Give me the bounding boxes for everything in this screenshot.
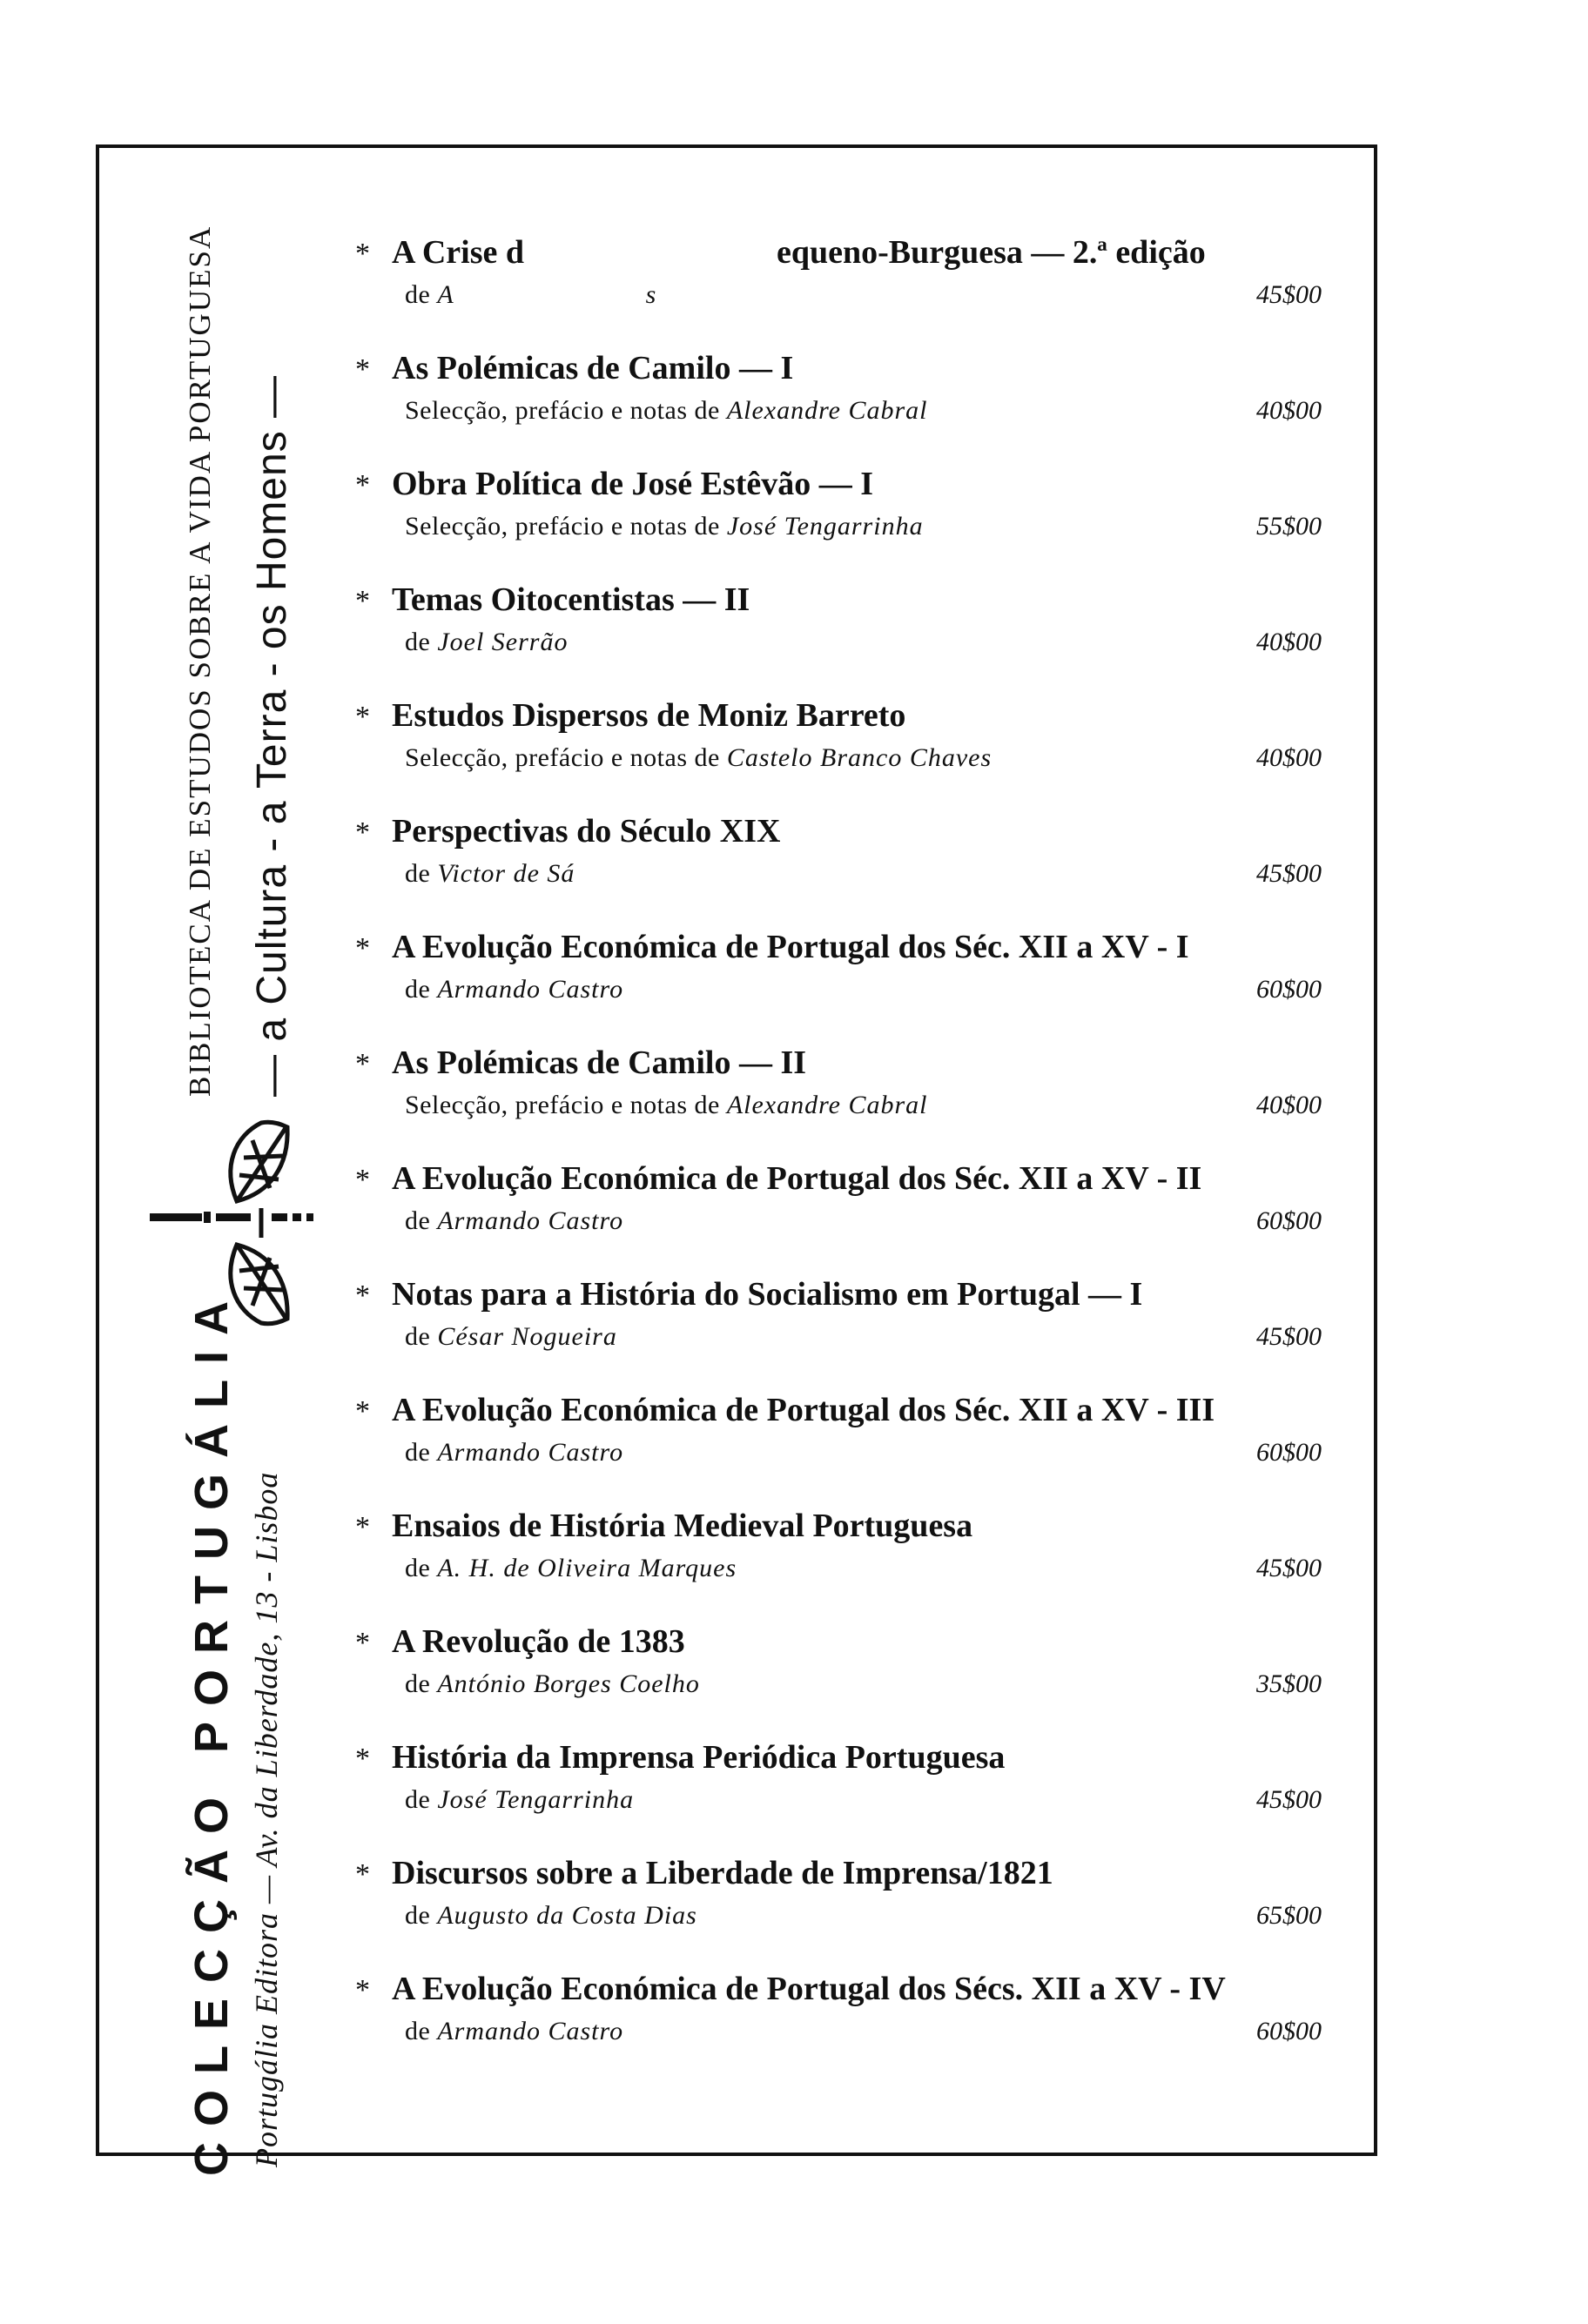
bullet-star: * bbox=[355, 1280, 370, 1312]
book-title: A Evolução Económica de Portugal dos Séc. XII a XV - I bbox=[392, 929, 1189, 965]
bullet-star: * bbox=[355, 1164, 370, 1196]
bullet-star: * bbox=[355, 353, 370, 386]
list-item bbox=[355, 233, 1322, 349]
author-name: Alexandre Cabral bbox=[726, 396, 928, 425]
price: 60$00 bbox=[1256, 1438, 1322, 1467]
list-item bbox=[355, 1044, 1322, 1159]
list-item bbox=[355, 581, 1322, 696]
price: 65$00 bbox=[1256, 1901, 1322, 1930]
book-title: Temas Oitocentistas — II bbox=[392, 581, 750, 618]
bullet-star: * bbox=[355, 701, 370, 733]
author-name: José Tengarrinha bbox=[726, 512, 924, 541]
book-title: Ensaios de História Medieval Portuguesa bbox=[392, 1508, 973, 1544]
bullet-star: * bbox=[355, 1858, 370, 1891]
author-name: Armando Castro bbox=[437, 975, 624, 1004]
author-name: A bbox=[437, 280, 454, 309]
price: 45$00 bbox=[1256, 1785, 1322, 1814]
credit-prefix: de bbox=[405, 280, 438, 309]
book-title: História da Imprensa Periódica Portuguesa bbox=[392, 1739, 1006, 1776]
bullet-star: * bbox=[355, 1048, 370, 1080]
credit-prefix: de bbox=[405, 1901, 438, 1930]
credit-prefix: de bbox=[405, 859, 438, 888]
author-name: Armando Castro bbox=[437, 2017, 624, 2045]
price: 45$00 bbox=[1256, 859, 1322, 888]
book-title: Perspectivas do Século XIX bbox=[392, 813, 781, 850]
bullet-star: * bbox=[355, 1627, 370, 1659]
book-title: A Revolução de 1383 bbox=[392, 1623, 685, 1660]
bullet-star: * bbox=[355, 932, 370, 964]
author-name: Joel Serrão bbox=[437, 628, 569, 656]
price: 40$00 bbox=[1256, 743, 1322, 772]
price: 35$00 bbox=[1256, 1669, 1322, 1698]
author-name: A. H. de Oliveira Marques bbox=[437, 1554, 737, 1582]
credit-prefix: de bbox=[405, 1438, 438, 1467]
bullet-star: * bbox=[355, 1511, 370, 1543]
book-title: Notas para a História do Socialismo em Portugal — I bbox=[392, 1276, 1143, 1313]
list-item bbox=[355, 1275, 1322, 1391]
author-name: César Nogueira bbox=[437, 1322, 617, 1351]
author-name: Victor de Sá bbox=[437, 859, 575, 888]
price: 60$00 bbox=[1256, 975, 1322, 1004]
book-title: Discursos sobre a Liberdade de Imprensa/1821 bbox=[392, 1855, 1053, 1891]
book-title: Obra Política de José Estêvão — I bbox=[392, 466, 874, 502]
bullet-star: * bbox=[355, 469, 370, 501]
price: 45$00 bbox=[1256, 280, 1322, 309]
list-item bbox=[355, 1854, 1322, 1970]
price: 55$00 bbox=[1256, 512, 1322, 541]
credit-prefix: Selecção, prefácio e notas de bbox=[405, 512, 727, 541]
author-name-rest: s bbox=[645, 280, 657, 309]
author-name: Armando Castro bbox=[437, 1438, 624, 1467]
credit-prefix: de bbox=[405, 628, 438, 656]
slogan: — a Cultura - a Terra - os Homens — bbox=[249, 374, 295, 1097]
book-title: A Evolução Económica de Portugal dos Sécs. XII a XV - IV bbox=[392, 1971, 1226, 2007]
author-name: António Borges Coelho bbox=[437, 1669, 700, 1698]
price: 40$00 bbox=[1256, 396, 1322, 425]
list-item bbox=[355, 465, 1322, 581]
list-item bbox=[355, 1622, 1322, 1738]
list-item bbox=[355, 1507, 1322, 1622]
book-title: A Crise d bbox=[392, 234, 524, 271]
book-title: As Polémicas de Camilo — I bbox=[392, 350, 794, 386]
author-name: Armando Castro bbox=[437, 1206, 624, 1235]
credit-prefix: de bbox=[405, 975, 438, 1004]
leaf-logo bbox=[139, 1105, 340, 1340]
list-item bbox=[355, 349, 1322, 465]
list-item bbox=[355, 1159, 1322, 1275]
author-name: José Tengarrinha bbox=[437, 1785, 635, 1814]
price: 40$00 bbox=[1256, 1091, 1322, 1119]
list-item bbox=[355, 1970, 1322, 2086]
publisher-address: Portugália Editora — Av. da Liberdade, 13 - Lisboa bbox=[249, 1471, 284, 2167]
credit-prefix: Selecção, prefácio e notas de bbox=[405, 1091, 727, 1119]
credit-prefix: Selecção, prefácio e notas de bbox=[405, 396, 727, 425]
credit-prefix: de bbox=[405, 1669, 438, 1698]
bullet-star: * bbox=[355, 1743, 370, 1775]
price: 40$00 bbox=[1256, 628, 1322, 656]
catalogue-list bbox=[355, 233, 1322, 2086]
book-title: A Evolução Económica de Portugal dos Séc. XII a XV - III bbox=[392, 1392, 1215, 1428]
author-name: Augusto da Costa Dias bbox=[437, 1901, 697, 1930]
bullet-star: * bbox=[355, 585, 370, 617]
list-item bbox=[355, 696, 1322, 812]
list-item bbox=[355, 1391, 1322, 1507]
collection-name: COLECÇÃO PORTUGÁLIA bbox=[185, 1286, 238, 2176]
price: 45$00 bbox=[1256, 1322, 1322, 1351]
bullet-star: * bbox=[355, 1974, 370, 2006]
credit-prefix: de bbox=[405, 1322, 438, 1351]
credit-prefix: de bbox=[405, 2017, 438, 2045]
bullet-star: * bbox=[355, 1395, 370, 1427]
price: 60$00 bbox=[1256, 2017, 1322, 2045]
author-name: Castelo Branco Chaves bbox=[726, 743, 992, 772]
list-item bbox=[355, 1738, 1322, 1854]
list-item bbox=[355, 928, 1322, 1044]
book-title-rest: equeno-Burguesa — 2.ª edição bbox=[777, 234, 1206, 271]
bullet-star: * bbox=[355, 238, 370, 270]
series-title: BIBLIOTECA DE ESTUDOS SOBRE A VIDA PORTUGUESA bbox=[183, 225, 217, 1097]
book-title: As Polémicas de Camilo — II bbox=[392, 1044, 807, 1081]
bullet-star: * bbox=[355, 816, 370, 849]
list-item bbox=[355, 812, 1322, 928]
book-title: A Evolução Económica de Portugal dos Séc. XII a XV - II bbox=[392, 1160, 1202, 1197]
credit-prefix: Selecção, prefácio e notas de bbox=[405, 743, 727, 772]
credit-prefix: de bbox=[405, 1785, 438, 1814]
credit-prefix: de bbox=[405, 1206, 438, 1235]
price: 60$00 bbox=[1256, 1206, 1322, 1235]
credit-prefix: de bbox=[405, 1554, 438, 1582]
author-name: Alexandre Cabral bbox=[726, 1091, 928, 1119]
book-title: Estudos Dispersos de Moniz Barreto bbox=[392, 697, 906, 734]
price: 45$00 bbox=[1256, 1554, 1322, 1582]
